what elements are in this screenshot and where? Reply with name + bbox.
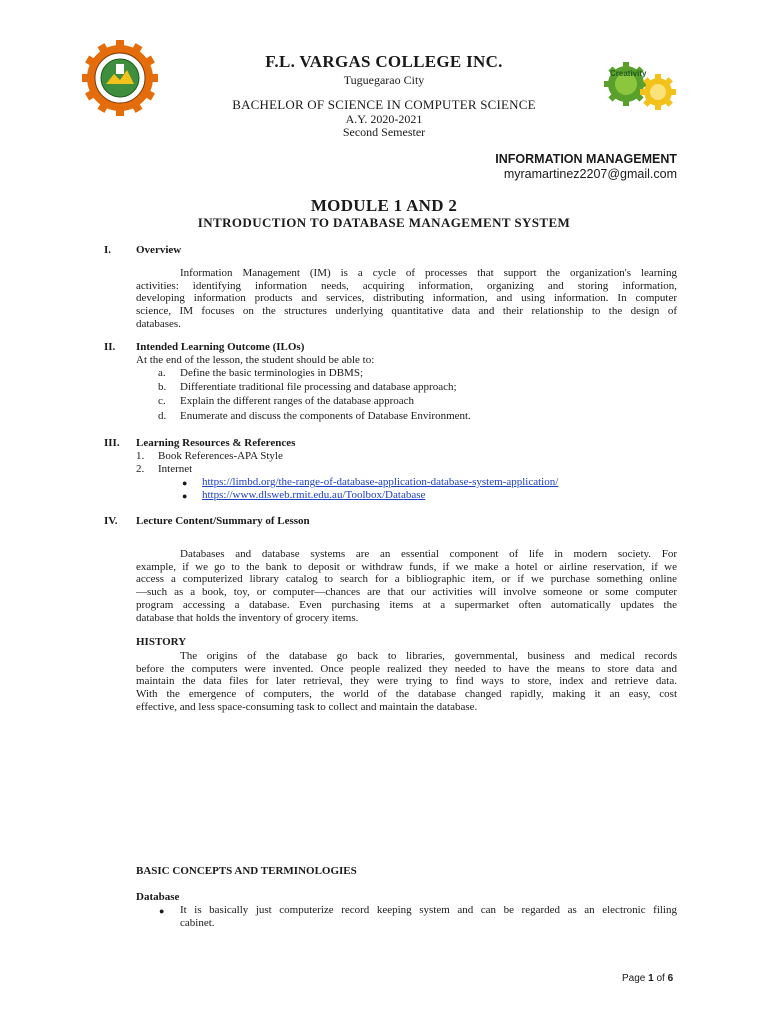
ilo-item: Enumerate and discuss the components of Database Environment. bbox=[180, 410, 471, 422]
program-name: BACHELOR OF SCIENCE IN COMPUTER SCIENCE bbox=[232, 97, 536, 112]
course-name: INFORMATION MANAGEMENT bbox=[495, 152, 677, 166]
section-number-overview: I. bbox=[104, 244, 112, 256]
concepts-heading: BASIC CONCEPTS AND TERMINOLOGIES bbox=[136, 865, 357, 877]
section-number-resources: III. bbox=[104, 437, 120, 449]
lecture-intro-paragraph bbox=[136, 548, 677, 624]
history-line: maintain the data files for later retrieval, they were trying to find ways to store, index and retrieve data. bbox=[136, 675, 677, 688]
college-name: F.L. VARGAS COLLEGE INC. bbox=[265, 52, 503, 71]
ilo-item: Explain the different ranges of the database approach bbox=[180, 395, 415, 407]
lecture-line: Databases and database systems are an essential component of life in modern society. For bbox=[180, 548, 677, 560]
semester: Second Semester bbox=[342, 125, 426, 139]
lecture-line: access a computerized library catalog to search for a bibliographic item, or if we purchase something online bbox=[136, 573, 677, 586]
module-subtitle: INTRODUCTION TO DATABASE MANAGEMENT SYSTEM bbox=[197, 215, 571, 230]
history-line: before the computers were invented. Once people realized they needed to have the means to store data and bbox=[136, 662, 677, 675]
resource-link[interactable]: https://limbd.org/the-range-of-database-application-database-system-application/ bbox=[202, 476, 559, 488]
overview-line: Information Management (IM) is a cycle of processes that support the organization's learning bbox=[180, 267, 677, 279]
overview-line: activities: identifying information needs, acquiring information, organizing and storing information, bbox=[136, 279, 677, 292]
section-title-resources: Learning Resources & References bbox=[136, 437, 296, 449]
page-number bbox=[622, 973, 673, 984]
ilo-item: Define the basic terminologies in DBMS; bbox=[180, 367, 363, 379]
lecture-line: example, if we go to the bank to deposit or withdraw funds, if we make a hotel or airline reservation, if we bbox=[136, 560, 677, 573]
history-line: With the emergence of computers, the world of the database changed rapidly, making it an easy, cost bbox=[136, 688, 677, 701]
ilo-letter: b. bbox=[158, 381, 167, 393]
creativity-logo-label: Creativity bbox=[610, 69, 647, 78]
page-current: 1 bbox=[648, 973, 654, 984]
resource-item: Book References-APA Style bbox=[158, 450, 283, 462]
resource-item: Internet bbox=[158, 463, 193, 475]
database-heading: Database bbox=[136, 891, 180, 903]
overview-paragraph bbox=[136, 267, 677, 331]
resource-link[interactable]: https://www.dlsweb.rmit.edu.au/Toolbox/Database bbox=[202, 489, 426, 501]
ilo-letter: c. bbox=[158, 395, 166, 407]
of-word: of bbox=[656, 973, 665, 984]
ilos-intro: At the end of the lesson, the student should be able to: bbox=[136, 354, 375, 366]
page-total: 6 bbox=[667, 973, 674, 984]
college-city: Tuguegarao City bbox=[343, 73, 425, 87]
database-definition-line: It is basically just computerize record keeping system and can be regarded as an electronic filing bbox=[180, 904, 677, 916]
history-line: The origins of the database go back to libraries, governmental, business and medical records bbox=[180, 650, 677, 662]
section-number-ilos: II. bbox=[104, 341, 116, 353]
section-number-lecture: IV. bbox=[104, 515, 118, 527]
database-definition bbox=[180, 904, 677, 929]
history-paragraph bbox=[136, 650, 677, 714]
ilo-letter: d. bbox=[158, 410, 167, 422]
section-title-overview: Overview bbox=[136, 244, 182, 256]
history-heading: HISTORY bbox=[136, 636, 187, 648]
section-title-lecture: Lecture Content/Summary of Lesson bbox=[136, 515, 310, 527]
ilo-item: Differentiate traditional file processing and database approach; bbox=[180, 381, 457, 393]
lecture-line: —such as a book, toy, or computer—chances are that our activities will involve someone or some computer bbox=[136, 586, 677, 599]
overview-line: databases. bbox=[136, 317, 181, 330]
history-line: effective, and less space-consuming task to collect and maintain the database. bbox=[136, 700, 478, 713]
instructor-email: myramartinez2207@gmail.com bbox=[503, 167, 677, 181]
academic-year: A.Y. 2020-2021 bbox=[345, 112, 423, 126]
bullet-dot: ● bbox=[159, 906, 165, 916]
ilo-letter: a. bbox=[158, 367, 166, 379]
resource-number: 1. bbox=[136, 450, 145, 462]
lecture-line: database that holds the inventory of grocery items. bbox=[136, 611, 359, 624]
resource-number: 2. bbox=[136, 463, 145, 475]
bullet-dot: ● bbox=[182, 478, 188, 488]
module-title: MODULE 1 AND 2 bbox=[310, 196, 458, 215]
database-definition-line: cabinet. bbox=[180, 916, 215, 929]
bullet-dot: ● bbox=[182, 491, 188, 501]
page-word: Page bbox=[622, 973, 646, 984]
overview-line: science, IM focuses on the structures underlying quantitative data and their relationship to the design of bbox=[136, 305, 677, 318]
section-title-ilos: Intended Learning Outcome (ILOs) bbox=[136, 341, 305, 353]
overview-line: developing information products and services, distributing information, and using information. In computer bbox=[136, 292, 677, 305]
lecture-line: program accessing a database. Even purchasing items at a supermarket often automatically updates the bbox=[136, 598, 677, 611]
